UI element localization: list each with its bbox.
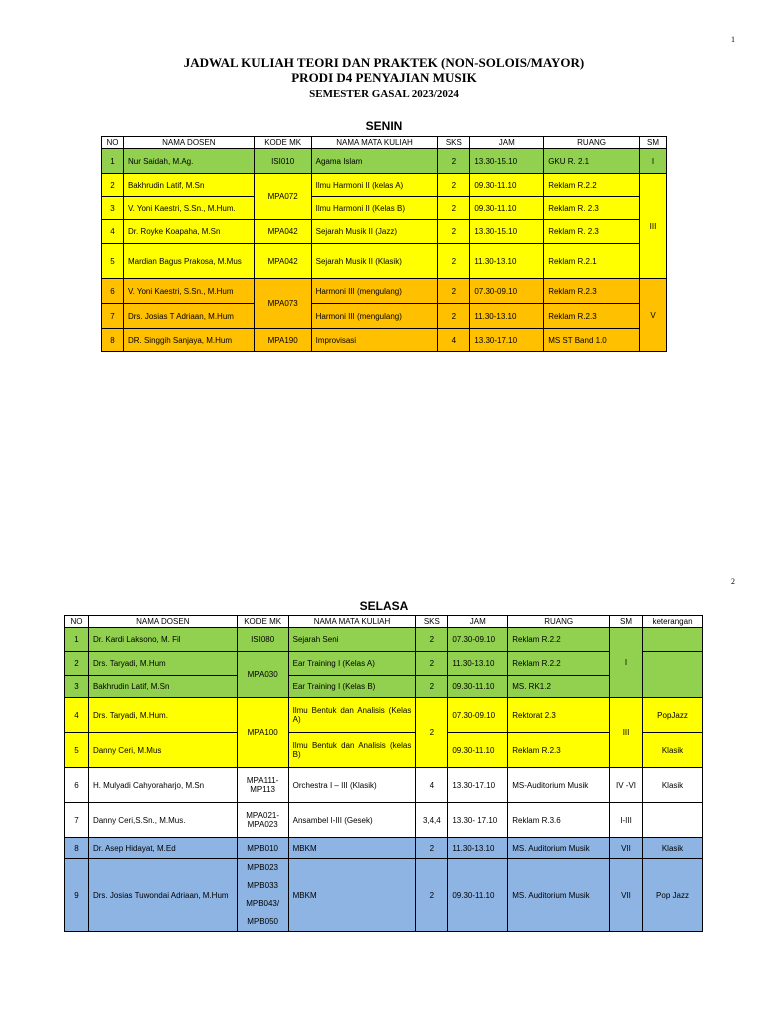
header-cell: NAMA DOSEN: [88, 616, 237, 628]
cell-dosen: Drs. Josias T Adriaan, M.Hum: [123, 304, 254, 329]
cell-kode: MPA042: [254, 220, 311, 244]
cell-matakuliah: Ear Training I (Kelas A): [288, 652, 416, 676]
header-cell: NAMA MATA KULIAH: [288, 616, 416, 628]
cell-matakuliah: Orchestra I – III (Klasik): [288, 768, 416, 803]
cell-sks: 3,4,4: [416, 803, 448, 838]
cell-dosen: Mardian Bagus Prakosa, M.Mus: [123, 244, 254, 279]
table-row: [65, 676, 703, 698]
cell-kode: MPA073: [254, 279, 311, 329]
cell-matakuliah: Ilmu Bentuk dan Analisis (Kelas A): [288, 698, 416, 733]
cell-matakuliah: Ilmu Bentuk dan Analisis (kelas B): [288, 733, 416, 768]
cell-kode: MPA030: [237, 652, 288, 698]
cell-ruang: Reklam R.2.2: [544, 174, 640, 197]
cell-kode: MPA072: [254, 174, 311, 220]
cell-dosen: Drs. Taryadi, M.Hum: [88, 652, 237, 676]
cell-jam: 07.30-09.10: [470, 279, 544, 304]
kode-line: MPB050: [247, 917, 278, 926]
cell-sks: 2: [438, 279, 470, 304]
cell-jam: 11.30-13.10: [470, 244, 544, 279]
table-row: [102, 329, 667, 352]
cell-dosen: Danny Ceri,S.Sn., M.Mus.: [88, 803, 237, 838]
cell-matakuliah: Sejarah Seni: [288, 628, 416, 652]
cell-jam: 09.30-11.10: [448, 733, 508, 768]
cell-sks: 2: [416, 652, 448, 676]
cell-ruang: Reklam R.2.2: [508, 628, 610, 652]
day-heading-selasa: SELASA: [359, 599, 409, 613]
cell-jam: 07.30-09.10: [448, 698, 508, 733]
table-row: [65, 628, 703, 652]
selasa-schedule-table: [64, 615, 703, 932]
cell-ruang: Reklam R.2.1: [544, 244, 640, 279]
cell-keterangan: [643, 803, 703, 838]
cell-no: 6: [102, 279, 124, 304]
page-number: 1: [731, 35, 735, 44]
cell-sks: 2: [416, 838, 448, 859]
cell-no: 2: [102, 174, 124, 197]
cell-ruang: Reklam R. 2.3: [544, 220, 640, 244]
cell-sm: IV -VI: [610, 768, 643, 803]
cell-dosen: V. Yoni Kaestri, S.Sn., M.Hum.: [123, 197, 254, 220]
table-row: [65, 838, 703, 859]
cell-dosen: Nur Saidah, M.Ag.: [123, 149, 254, 174]
cell-ruang: MS. Auditorium Musik: [508, 838, 610, 859]
cell-matakuliah: Ear Training I (Kelas B): [288, 676, 416, 698]
cell-sks: 2: [438, 174, 470, 197]
cell-sm: VII: [610, 859, 643, 932]
cell-jam: 09.30-11.10: [470, 197, 544, 220]
cell-dosen: Drs. Josias Tuwondai Adriaan, M.Hum: [88, 859, 237, 932]
cell-keterangan: [643, 652, 703, 698]
cell-no: 9: [65, 859, 89, 932]
cell-jam: 11.30-13.10: [448, 652, 508, 676]
cell-sm: V: [639, 279, 666, 352]
cell-jam: 13.30- 17.10: [448, 803, 508, 838]
cell-sks: 2: [416, 859, 448, 932]
cell-sm: III: [639, 174, 666, 279]
cell-ruang: Reklam R.2.3: [508, 733, 610, 768]
cell-kode: MPB010: [237, 838, 288, 859]
kode-line: MPB043/: [246, 899, 280, 908]
cell-sm: I: [610, 628, 643, 698]
cell-kode: [237, 859, 288, 932]
cell-dosen: Dr. Royke Koapaha, M.Sn: [123, 220, 254, 244]
table-row: [102, 304, 667, 329]
cell-jam: 11.30-13.10: [448, 838, 508, 859]
cell-keterangan: Klasik: [643, 733, 703, 768]
table-row: [102, 220, 667, 244]
cell-matakuliah: MBKM: [288, 838, 416, 859]
kode-line: MPB023: [247, 863, 278, 872]
cell-sm: I: [639, 149, 666, 174]
cell-keterangan: PopJazz: [643, 698, 703, 733]
cell-dosen: Dr. Kardi Laksono, M. Fil: [88, 628, 237, 652]
cell-sks: 2: [438, 220, 470, 244]
table-row: [65, 652, 703, 676]
table-row: [65, 698, 703, 733]
cell-no: 1: [102, 149, 124, 174]
header-cell: KODE MK: [237, 616, 288, 628]
cell-keterangan: Klasik: [643, 768, 703, 803]
cell-matakuliah: Harmoni III (mengulang): [311, 304, 438, 329]
cell-matakuliah: Ilmu Harmoni II (Kelas B): [311, 197, 438, 220]
cell-kode: ISI010: [254, 149, 311, 174]
cell-jam: 13.30-17.10: [470, 329, 544, 352]
cell-no: 6: [65, 768, 89, 803]
table-row: [102, 244, 667, 279]
cell-matakuliah: MBKM: [288, 859, 416, 932]
cell-ruang: MS ST Band 1.0: [544, 329, 640, 352]
page-number: 2: [731, 577, 735, 586]
table-row: [102, 174, 667, 197]
cell-jam: 09.30-11.10: [470, 174, 544, 197]
header-cell: SKS: [416, 616, 448, 628]
header-cell: SM: [610, 616, 643, 628]
senin-schedule-table: [101, 136, 667, 352]
cell-jam: 13.30-15.10: [470, 149, 544, 174]
cell-jam: 09.30-11.10: [448, 676, 508, 698]
day-heading-senin: SENIN: [365, 119, 403, 133]
cell-kode: MPA100: [237, 698, 288, 768]
cell-ruang: MS-Auditorium Musik: [508, 768, 610, 803]
cell-dosen: V. Yoni Kaestri, S.Sn., M.Hum: [123, 279, 254, 304]
table-header-row: [102, 137, 667, 149]
cell-sks: 4: [416, 768, 448, 803]
cell-dosen: H. Mulyadi Cahyoraharjo, M.Sn: [88, 768, 237, 803]
cell-dosen: Bakhrudin Latif, M.Sn: [123, 174, 254, 197]
table-row: [65, 803, 703, 838]
cell-dosen: Dr. Asep Hidayat, M.Ed: [88, 838, 237, 859]
cell-no: 4: [102, 220, 124, 244]
cell-ruang: Reklam R.2.2: [508, 652, 610, 676]
cell-jam: 07.30-09.10: [448, 628, 508, 652]
cell-ruang: Rektorat 2.3: [508, 698, 610, 733]
cell-ruang: Reklam R.2.3: [544, 304, 640, 329]
cell-sks: 2: [416, 628, 448, 652]
semester-title: SEMESTER GASAL 2023/2024: [309, 88, 459, 100]
cell-sks: 2: [438, 197, 470, 220]
cell-kode: MPA111-MP113: [237, 768, 288, 803]
header-cell: JAM: [448, 616, 508, 628]
header-cell: NAMA MATA KULIAH: [311, 137, 438, 149]
cell-keterangan: [643, 628, 703, 652]
cell-no: 5: [102, 244, 124, 279]
table-row: [102, 279, 667, 304]
cell-no: 1: [65, 628, 89, 652]
header-cell: KODE MK: [254, 137, 311, 149]
cell-matakuliah: Ilmu Harmoni II (kelas A): [311, 174, 438, 197]
cell-no: 3: [102, 197, 124, 220]
cell-matakuliah: Ansambel I-III (Gesek): [288, 803, 416, 838]
header-cell: NAMA DOSEN: [123, 137, 254, 149]
cell-ruang: MS. Auditorium Musik: [508, 859, 610, 932]
cell-sm: I-III: [610, 803, 643, 838]
header-cell: NO: [65, 616, 89, 628]
header-cell: SM: [639, 137, 666, 149]
cell-sks: 2: [438, 149, 470, 174]
cell-no: 2: [65, 652, 89, 676]
cell-sks: 2: [438, 304, 470, 329]
table-row: [65, 859, 703, 932]
cell-no: 3: [65, 676, 89, 698]
cell-kode: MPA021-MPA023: [237, 803, 288, 838]
cell-keterangan: Klasik: [643, 838, 703, 859]
cell-sks: 2: [416, 698, 448, 768]
table-row: [65, 768, 703, 803]
cell-keterangan: Pop Jazz: [643, 859, 703, 932]
cell-sks: 4: [438, 329, 470, 352]
header-cell: NO: [102, 137, 124, 149]
cell-matakuliah: Harmoni III (mengulang): [311, 279, 438, 304]
cell-sks: 2: [416, 676, 448, 698]
table-header-row: [65, 616, 703, 628]
cell-dosen: Drs. Taryadi, M.Hum.: [88, 698, 237, 733]
cell-jam: 13.30-17.10: [448, 768, 508, 803]
header-cell: JAM: [470, 137, 544, 149]
table-row: [102, 197, 667, 220]
cell-ruang: MS. RK1.2: [508, 676, 610, 698]
header-cell: keterangan: [643, 616, 703, 628]
document-subtitle: PRODI D4 PENYAJIAN MUSIK: [291, 70, 477, 85]
header-cell: RUANG: [508, 616, 610, 628]
cell-ruang: Reklam R.2.3: [544, 279, 640, 304]
cell-dosen: DR. Singgih Sanjaya, M.Hum: [123, 329, 254, 352]
cell-jam: 11.30-13.10: [470, 304, 544, 329]
cell-jam: 09.30-11.10: [448, 859, 508, 932]
cell-matakuliah: Agama Islam: [311, 149, 438, 174]
header-cell: RUANG: [544, 137, 640, 149]
cell-no: 4: [65, 698, 89, 733]
cell-kode: ISI080: [237, 628, 288, 652]
cell-jam: 13.30-15.10: [470, 220, 544, 244]
cell-sm: III: [610, 698, 643, 768]
header-cell: SKS: [438, 137, 470, 149]
cell-dosen: Bakhrudin Latif, M.Sn: [88, 676, 237, 698]
cell-sm: VII: [610, 838, 643, 859]
cell-no: 7: [65, 803, 89, 838]
cell-kode: MPA042: [254, 244, 311, 279]
document-title: JADWAL KULIAH TEORI DAN PRAKTEK (NON-SOLOIS/MAYOR): [183, 55, 585, 70]
cell-ruang: Reklam R.3.6: [508, 803, 610, 838]
table-row: [102, 149, 667, 174]
cell-matakuliah: Sejarah Musik II (Klasik): [311, 244, 438, 279]
cell-no: 8: [65, 838, 89, 859]
cell-dosen: Danny Ceri, M.Mus: [88, 733, 237, 768]
cell-ruang: GKU R. 2.1: [544, 149, 640, 174]
cell-matakuliah: Sejarah Musik II (Jazz): [311, 220, 438, 244]
kode-line: MPB033: [247, 881, 278, 890]
cell-sks: 2: [438, 244, 470, 279]
cell-kode: MPA190: [254, 329, 311, 352]
cell-ruang: Reklam R. 2.3: [544, 197, 640, 220]
cell-no: 8: [102, 329, 124, 352]
table-row: [65, 733, 703, 768]
cell-matakuliah: Improvisasi: [311, 329, 438, 352]
cell-no: 5: [65, 733, 89, 768]
cell-no: 7: [102, 304, 124, 329]
